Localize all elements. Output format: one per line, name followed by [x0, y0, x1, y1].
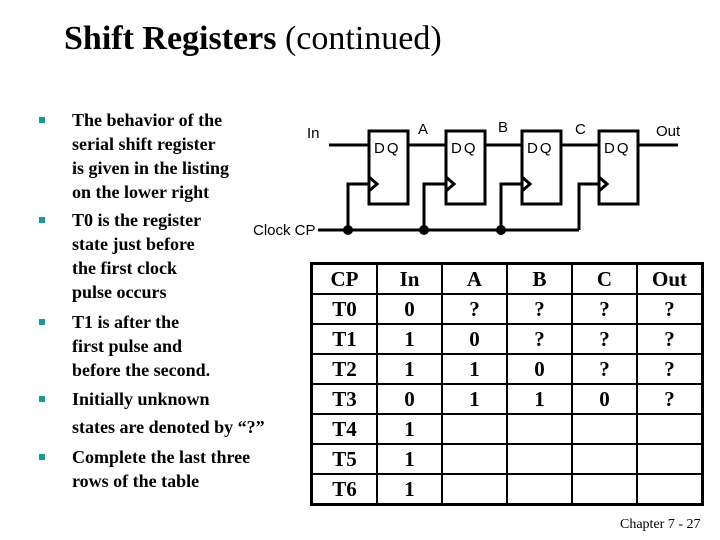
- state-table: [310, 262, 704, 506]
- slide-footer: Chapter 7 - 27: [620, 517, 701, 532]
- bullet-4-line-1: Initially unknown: [72, 389, 210, 409]
- bullet-3-line-3: before the second.: [72, 360, 211, 380]
- cell: ?: [507, 294, 572, 324]
- cell: 1: [377, 324, 442, 354]
- bullet-4-line-2: states are denoted by “?”: [72, 417, 265, 437]
- cell: [442, 444, 507, 474]
- cell: 0: [507, 354, 572, 384]
- bullet-marker-icon: [39, 319, 45, 325]
- header-b: B: [507, 264, 572, 295]
- bullet-2-line-2: state just before: [72, 234, 195, 254]
- cell: [507, 444, 572, 474]
- table-row: [312, 354, 703, 384]
- cell: [572, 474, 637, 505]
- bullet-5-line-1: Complete the last three: [72, 447, 251, 467]
- bullet-1-line-4: on the lower right: [72, 182, 210, 202]
- bullet-2-line-1: T0 is the register: [72, 210, 202, 230]
- table-row: [312, 384, 703, 414]
- cell: 1: [377, 474, 442, 505]
- stage-a-label: A: [418, 121, 429, 138]
- cell: 0: [377, 294, 442, 324]
- cell: ?: [507, 324, 572, 354]
- cell: 1: [442, 354, 507, 384]
- cell: ?: [442, 294, 507, 324]
- table-row: [312, 414, 703, 444]
- bullet-1-line-1: The behavior of the: [72, 110, 223, 130]
- stage-b-label: B: [498, 119, 509, 136]
- bullet-3-line-2: first pulse and: [72, 336, 183, 356]
- cell: T2: [312, 354, 378, 384]
- title-normal: (continued): [276, 20, 442, 57]
- stage-c-label: C: [575, 121, 586, 138]
- output-label: Out: [656, 123, 681, 140]
- flipflop-dq-label: DQ: [604, 140, 631, 157]
- header-out: Out: [637, 264, 703, 295]
- bullet-3-line-1: T1 is after the: [72, 312, 180, 332]
- cell: ?: [637, 354, 703, 384]
- cell: 0: [572, 384, 637, 414]
- input-label: In: [307, 125, 320, 142]
- table-row: [312, 324, 703, 354]
- cell: T6: [312, 474, 378, 505]
- cell: T3: [312, 384, 378, 414]
- flipflop-dq-label: DQ: [451, 140, 478, 157]
- cell: [507, 474, 572, 505]
- table-header-row: [312, 264, 703, 295]
- cell: ?: [572, 294, 637, 324]
- cell: ?: [572, 324, 637, 354]
- bullet-marker-icon: [39, 396, 45, 402]
- cell: T0: [312, 294, 378, 324]
- cell: 1: [377, 354, 442, 384]
- bullet-marker-icon: [39, 454, 45, 460]
- cell: 0: [377, 384, 442, 414]
- cell: ?: [637, 324, 703, 354]
- cell: 1: [442, 384, 507, 414]
- junction-dot: [496, 225, 506, 235]
- cell: T1: [312, 324, 378, 354]
- clock-label: Clock CP: [253, 222, 316, 239]
- junction-dot: [419, 225, 429, 235]
- cell: 1: [507, 384, 572, 414]
- cell: 0: [442, 324, 507, 354]
- flipflop-dq-label: DQ: [374, 140, 401, 157]
- cell: [572, 444, 637, 474]
- cell: [507, 414, 572, 444]
- cell: T5: [312, 444, 378, 474]
- title-bold: Shift Registers: [64, 20, 277, 57]
- bullet-5-line-2: rows of the table: [72, 471, 200, 491]
- header-in: In: [377, 264, 442, 295]
- bullet-2-line-3: the first clock: [72, 258, 177, 278]
- bullet-1-line-2: serial shift register: [72, 134, 216, 154]
- cell: T4: [312, 414, 378, 444]
- shift-register-circuit: [0, 0, 720, 260]
- cell: [637, 444, 703, 474]
- table-row: [312, 444, 703, 474]
- cell: ?: [637, 294, 703, 324]
- cell: 1: [377, 414, 442, 444]
- cell: [442, 474, 507, 505]
- cell: [637, 414, 703, 444]
- cell: ?: [572, 354, 637, 384]
- cell: 1: [377, 444, 442, 474]
- bullet-2-line-4: pulse occurs: [72, 282, 167, 302]
- header-a: A: [442, 264, 507, 295]
- cell: [442, 414, 507, 444]
- header-c: C: [572, 264, 637, 295]
- flipflop-dq-label: DQ: [527, 140, 554, 157]
- cell: [637, 474, 703, 505]
- junction-dot: [343, 225, 353, 235]
- header-cp: CP: [312, 264, 378, 295]
- table-row: [312, 474, 703, 505]
- cell: [572, 414, 637, 444]
- cell: ?: [637, 384, 703, 414]
- bullet-1-line-3: is given in the listing: [72, 158, 230, 178]
- table-row: [312, 294, 703, 324]
